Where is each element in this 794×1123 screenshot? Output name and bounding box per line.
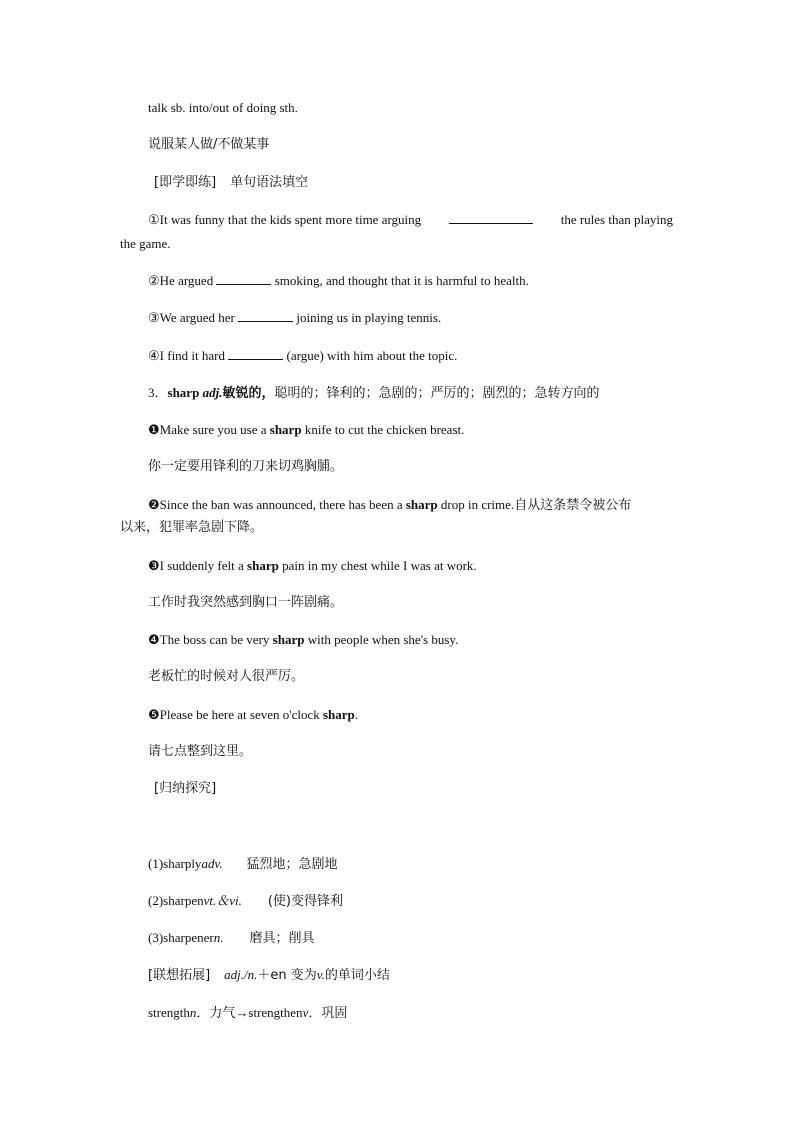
extend-word-pos: n [189,1005,197,1020]
phrase-translation [148,136,269,154]
example-text: knife to cut the chicken breast. [301,422,465,437]
exercise-number: ② [148,273,160,288]
extend-pos-v: v. [316,967,325,982]
vocab-entry [148,384,599,403]
exercise-text: It was funny that the kids spent more time arguing [159,212,422,227]
translation-text: 你一定要用锋利的刀来切鸡胸脯。 [148,459,344,474]
entry-word: sharp [167,385,200,400]
exercise-text: the game. [120,236,171,251]
example-4-translation [148,668,304,686]
derivative-3 [148,929,314,948]
example-text: with people when she's busy. [304,632,459,647]
exercise-1 [148,211,673,229]
exercise-text: We argued her [159,310,235,325]
extend-pos: adj./n. [224,967,258,982]
derivative-word: (2)sharpen [148,893,204,908]
exercise-2 [148,272,529,290]
answer-blank[interactable] [216,272,271,285]
translation-text: 自从这条禁令被公布 [514,498,632,513]
example-text: Make sure you use a [159,422,270,437]
exercise-4 [148,347,457,365]
exercise-text: the rules than playing [560,212,673,227]
derivative-meaning: 磨具；削具 [249,931,315,946]
extend-example [148,1004,347,1023]
example-2 [148,496,631,515]
example-text: Since the ban was announced, there has been a [159,497,406,512]
exercise-text: He argued [159,273,214,288]
practice-title: 单句语法填空 [230,175,309,190]
exercise-1-continued [120,235,171,253]
exercise-text: smoking, and thought that it is harmful to health. [274,273,529,288]
exercise-number: ④ [148,348,160,363]
example-4 [148,631,458,649]
example-marker: ❺ [148,707,160,722]
derivative-2 [148,892,343,911]
answer-blank[interactable] [238,309,293,322]
entry-meaning-first: 敏锐的， [222,386,275,401]
summary-heading [154,780,216,798]
entry-pos: adj. [202,385,223,400]
example-text: . [354,707,359,722]
example-2-translation [120,519,263,537]
extend-word: strengthen [248,1005,303,1020]
example-3 [148,557,477,575]
example-marker: ❷ [148,497,160,512]
derivative-meaning: (使)变得锋利 [267,894,344,909]
keyword: sharp [405,497,438,512]
derivative-pos: vt.＆vi. [203,893,242,908]
example-text: The boss can be very [159,632,273,647]
derivative-1 [148,855,338,874]
exercise-text: joining us in playing tennis. [296,310,442,325]
example-text: I suddenly felt a [159,558,248,573]
translation-text: 工作时我突然感到胸口一阵剧痛。 [148,595,344,610]
derivative-pos: n. [213,930,224,945]
keyword: sharp [247,558,279,573]
example-1 [148,421,464,439]
exercise-text: I find it hard [159,348,225,363]
example-1-translation [148,458,343,476]
derivative-meaning: 猛烈地；急剧地 [246,857,338,872]
extend-heading [148,966,390,985]
translation-text: 老板忙的时候对人很严厉。 [148,669,305,684]
entry-meaning: 聪明的；锋利的；急剧的；严厉的；剧烈的；急转方向的 [274,386,600,401]
answer-blank[interactable] [449,211,533,224]
arrow-icon: → [235,1005,249,1020]
example-text: drop in crime. [437,497,515,512]
derivative-word: (3)sharpener [148,930,214,945]
extend-text: ＋en 变为 [257,968,317,983]
keyword: sharp [272,632,305,647]
example-marker: ❹ [148,632,160,647]
answer-blank[interactable] [228,347,283,360]
phrase-translation-text: 说服某人做/不做某事 [148,137,270,152]
phrase-line [148,99,298,117]
derivative-pos: adv. [201,856,223,871]
example-3-translation [148,594,343,612]
extend-tag: [联想拓展] [148,968,211,983]
example-marker: ❶ [148,422,160,437]
summary-tag: [归纳探究] [154,781,217,796]
practice-heading [154,174,308,192]
keyword: sharp [269,422,302,437]
entry-number: 3． [148,385,168,400]
derivative-word: (1)sharply [148,856,202,871]
example-marker: ❸ [148,558,160,573]
translation-text: 以来，犯罪率急剧下降。 [120,520,264,535]
example-5-translation [148,743,252,761]
example-5 [148,706,358,724]
extend-text-end: 的单词小结 [324,968,390,983]
phrase-text: talk sb. into/out of doing sth. [148,100,298,115]
exercise-text: (argue) with him about the topic. [286,348,458,363]
extend-word-pos: v [302,1005,309,1020]
translation-text: 请七点整到这里。 [148,744,253,759]
exercise-number: ① [148,212,160,227]
extend-word-meaning: ．力气 [196,1006,236,1021]
keyword: sharp [322,707,355,722]
example-text: pain in my chest while I was at work. [278,558,477,573]
exercise-number: ③ [148,310,160,325]
extend-word: strength [148,1005,190,1020]
example-text: Please be here at seven o'clock [159,707,323,722]
extend-word-meaning: ．巩固 [308,1006,348,1021]
practice-tag: [即学即练] [154,175,217,190]
exercise-3 [148,309,441,327]
